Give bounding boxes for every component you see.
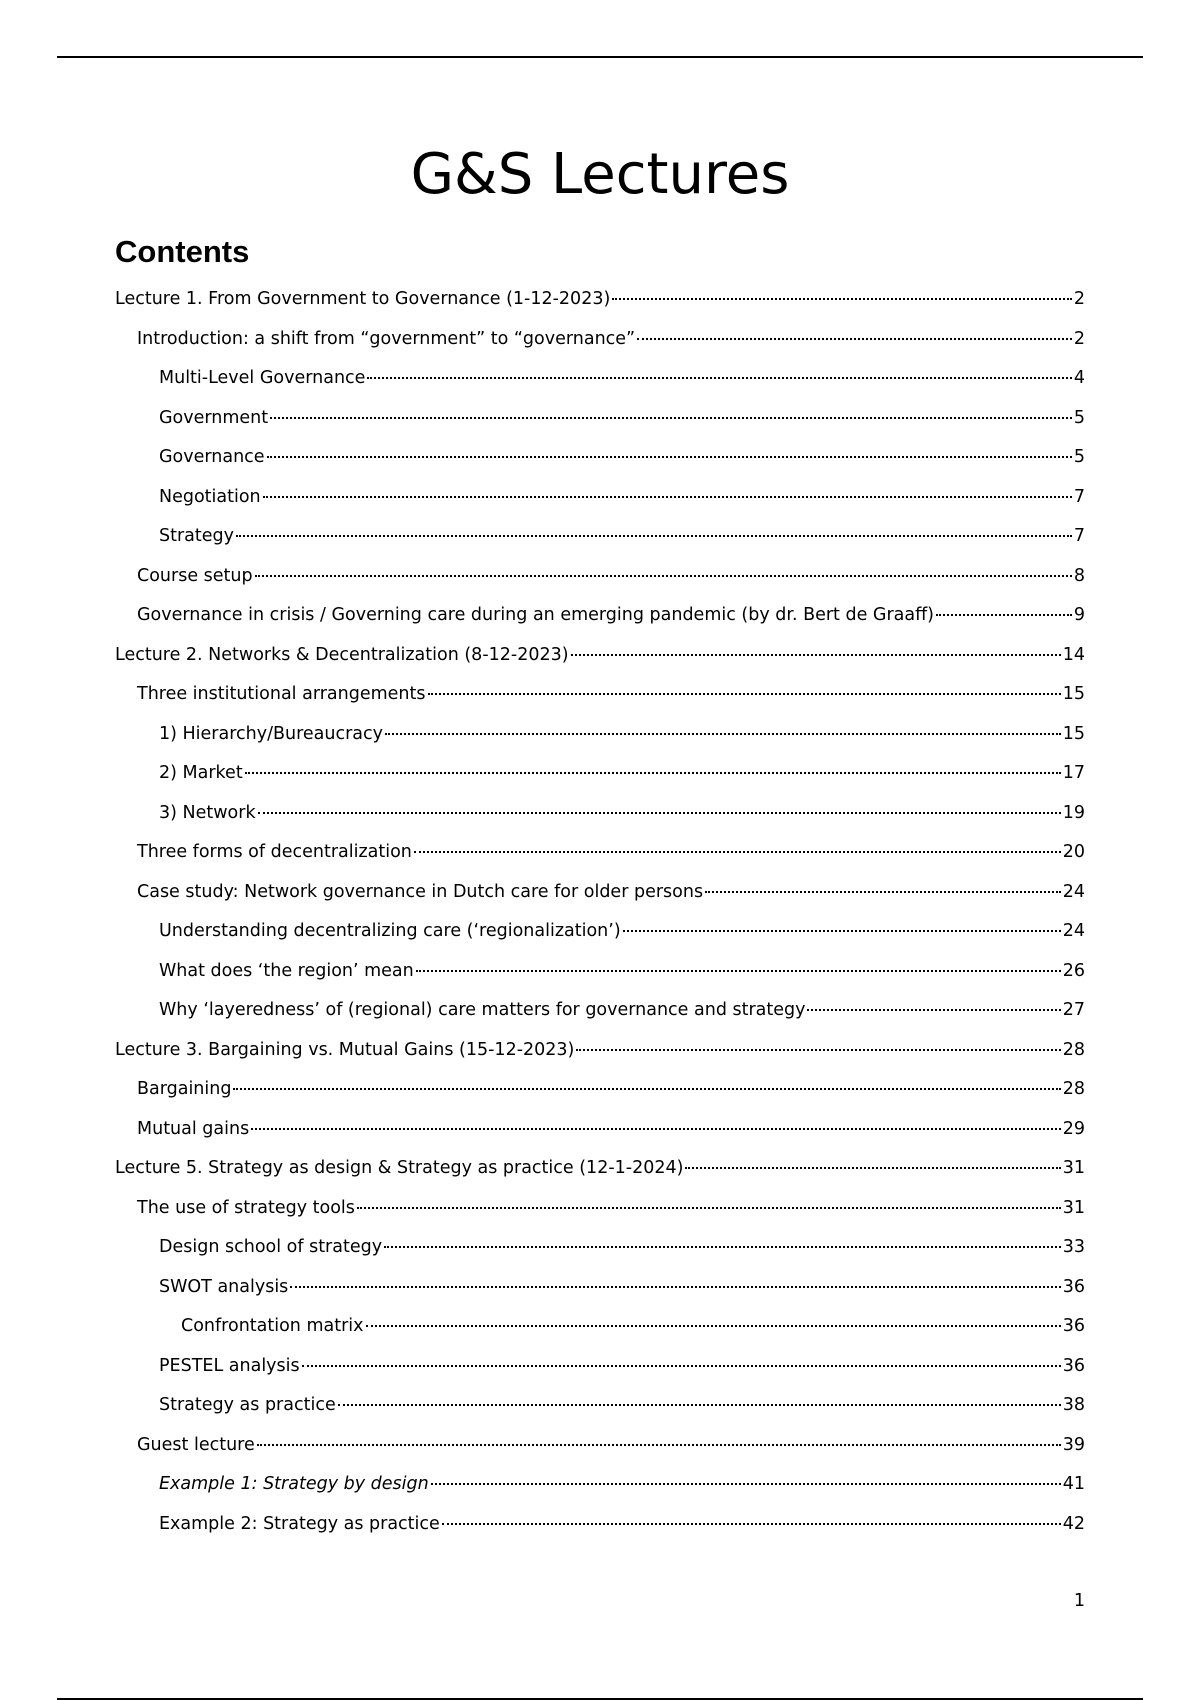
- toc-entry-page[interactable]: 14: [1062, 644, 1085, 665]
- toc-entry-title[interactable]: Guest lecture: [137, 1434, 255, 1455]
- toc-entry-page[interactable]: 24: [1062, 881, 1085, 902]
- toc-entry-title[interactable]: Strategy: [159, 526, 234, 546]
- toc-entry-title[interactable]: PESTEL analysis: [159, 1355, 300, 1376]
- toc-entry-title[interactable]: Understanding decentralizing care (‘regionalization’): [159, 921, 621, 941]
- toc-entry-title[interactable]: SWOT analysis: [159, 1276, 289, 1297]
- toc-dot-leader: [414, 851, 1061, 853]
- toc-entry-title[interactable]: Governance in crisis / Governing care during an emerging pandemic (by dr. Bert de Graaff): [137, 605, 935, 625]
- toc-entry-title[interactable]: 1) Hierarchy/Bureaucracy: [159, 723, 384, 744]
- toc-dot-leader: [807, 1009, 1060, 1011]
- toc-entry[interactable]: [115, 1307, 1085, 1347]
- document-title: G&S Lectures: [410, 142, 790, 207]
- toc-entry-page[interactable]: 27: [1062, 1000, 1085, 1020]
- toc-dot-leader: [233, 1088, 1060, 1090]
- toc-entry[interactable]: [115, 833, 1085, 873]
- toc-dot-leader: [571, 654, 1061, 656]
- toc-entry-page[interactable]: 39: [1062, 1434, 1085, 1455]
- toc-dot-leader: [251, 1128, 1061, 1130]
- toc-entry[interactable]: [115, 359, 1085, 399]
- toc-entry-page[interactable]: 7: [1073, 486, 1085, 507]
- toc-entry-title[interactable]: Case study: Network governance in Dutch care for older persons: [137, 881, 704, 902]
- toc-entry[interactable]: [115, 1228, 1085, 1268]
- toc-entry-title[interactable]: Example 2: Strategy as practice: [159, 1513, 440, 1534]
- toc-dot-leader: [416, 970, 1061, 972]
- toc-entry-title[interactable]: Lecture 2. Networks & Decentralization (8-12-2023): [115, 644, 569, 665]
- toc-entry-title[interactable]: Mutual gains: [137, 1118, 250, 1139]
- toc-entry-page[interactable]: 36: [1062, 1355, 1085, 1376]
- toc-entry[interactable]: [115, 596, 1085, 636]
- toc-entry-title[interactable]: Confrontation matrix: [181, 1316, 364, 1336]
- toc-entry-page[interactable]: 2: [1073, 289, 1085, 309]
- toc-entry-page[interactable]: 2: [1073, 328, 1085, 349]
- toc-entry-title[interactable]: Government: [159, 407, 269, 428]
- toc-entry-page[interactable]: 42: [1062, 1513, 1085, 1534]
- toc-entry-title[interactable]: Governance: [159, 447, 265, 467]
- toc-dot-leader: [936, 614, 1072, 616]
- toc-entry[interactable]: [115, 1110, 1085, 1150]
- toc-entry-title[interactable]: Three forms of decentralization: [137, 842, 412, 862]
- toc-entry[interactable]: [115, 1505, 1085, 1545]
- toc-entry[interactable]: [115, 794, 1085, 834]
- toc-entry[interactable]: [115, 873, 1085, 913]
- toc-entry-page[interactable]: 41: [1062, 1474, 1085, 1494]
- toc-entry-page[interactable]: 26: [1062, 960, 1085, 981]
- toc-dot-leader: [263, 496, 1072, 498]
- toc-dot-leader: [428, 693, 1061, 695]
- toc-entry-page[interactable]: 31: [1062, 1158, 1085, 1178]
- toc-dot-leader: [385, 733, 1061, 735]
- toc-entry-title[interactable]: The use of strategy tools: [137, 1197, 355, 1218]
- toc-dot-leader: [366, 1325, 1061, 1327]
- toc-entry[interactable]: [115, 636, 1085, 676]
- toc-entry-title[interactable]: Lecture 3. Bargaining vs. Mutual Gains (15-12-2023): [115, 1039, 575, 1060]
- toc-entry-page[interactable]: 20: [1062, 842, 1085, 862]
- toc-entry-title[interactable]: Strategy as practice: [159, 1395, 336, 1415]
- toc-entry[interactable]: [115, 1031, 1085, 1071]
- toc-entry[interactable]: [115, 517, 1085, 557]
- header-rule: [57, 56, 1143, 58]
- toc-dot-leader: [431, 1483, 1061, 1485]
- toc-entry[interactable]: [115, 320, 1085, 360]
- contents-heading: Contents: [115, 234, 250, 269]
- page-number: 1: [1073, 1591, 1085, 1611]
- toc-dot-leader: [302, 1365, 1061, 1367]
- toc-entry-page[interactable]: 31: [1062, 1197, 1085, 1218]
- toc-dot-leader: [245, 772, 1061, 774]
- table-of-contents: [115, 280, 1085, 1544]
- toc-entry-page[interactable]: 19: [1062, 802, 1085, 823]
- toc-entry-title[interactable]: Design school of strategy: [159, 1237, 383, 1257]
- toc-dot-leader: [384, 1246, 1061, 1248]
- toc-entry[interactable]: [115, 1386, 1085, 1426]
- toc-entry[interactable]: [115, 1465, 1085, 1505]
- toc-entry[interactable]: [115, 1070, 1085, 1110]
- toc-entry[interactable]: [115, 991, 1085, 1031]
- toc-dot-leader: [338, 1404, 1061, 1406]
- toc-entry-title[interactable]: Multi-Level Governance: [159, 368, 366, 388]
- toc-entry-page[interactable]: 17: [1062, 763, 1085, 783]
- toc-dot-leader: [637, 338, 1072, 340]
- toc-entry-title[interactable]: What does ‘the region’ mean: [159, 960, 414, 981]
- toc-entry-page[interactable]: 7: [1073, 526, 1085, 546]
- toc-entry[interactable]: [115, 399, 1085, 439]
- toc-entry[interactable]: [115, 1268, 1085, 1308]
- toc-entry-title[interactable]: Lecture 1. From Government to Governance (1-12-2023): [115, 289, 611, 309]
- toc-entry-page[interactable]: 5: [1073, 447, 1085, 467]
- toc-entry-title[interactable]: Why ‘layeredness’ of (regional) care matters for governance and strategy: [159, 1000, 806, 1020]
- toc-dot-leader: [236, 535, 1072, 537]
- toc-entry-page[interactable]: 33: [1062, 1237, 1085, 1257]
- toc-entry-page[interactable]: 28: [1062, 1079, 1085, 1099]
- toc-entry-page[interactable]: 36: [1062, 1276, 1085, 1297]
- toc-entry-title[interactable]: Three institutional arrangements: [137, 684, 426, 704]
- toc-entry-page[interactable]: 9: [1073, 605, 1085, 625]
- toc-dot-leader: [623, 930, 1061, 932]
- toc-entry[interactable]: [115, 912, 1085, 952]
- toc-dot-leader: [367, 377, 1071, 379]
- toc-entry[interactable]: [115, 478, 1085, 518]
- toc-entry-page[interactable]: 4: [1073, 368, 1085, 388]
- toc-entry-title[interactable]: Introduction: a shift from “government” to “governance”: [137, 328, 636, 349]
- toc-entry-page[interactable]: 28: [1062, 1039, 1085, 1060]
- toc-entry-title[interactable]: 2) Market: [159, 763, 243, 783]
- toc-entry-page[interactable]: 24: [1062, 921, 1085, 941]
- toc-dot-leader: [255, 575, 1072, 577]
- toc-entry-title[interactable]: Course setup: [137, 565, 253, 586]
- toc-dot-leader: [290, 1286, 1060, 1288]
- toc-entry[interactable]: [115, 952, 1085, 992]
- toc-dot-leader: [705, 891, 1061, 893]
- toc-dot-leader: [442, 1523, 1061, 1525]
- toc-entry[interactable]: [115, 280, 1085, 320]
- toc-entry[interactable]: [115, 715, 1085, 755]
- toc-dot-leader: [270, 417, 1072, 419]
- toc-entry-title[interactable]: Negotiation: [159, 486, 261, 507]
- toc-dot-leader: [357, 1207, 1061, 1209]
- toc-entry-page[interactable]: 8: [1073, 565, 1085, 586]
- toc-entry-page[interactable]: 15: [1062, 723, 1085, 744]
- toc-entry-title[interactable]: 3) Network: [159, 802, 256, 823]
- toc-entry-page[interactable]: 5: [1073, 407, 1085, 428]
- toc-dot-leader: [685, 1167, 1060, 1169]
- toc-dot-leader: [258, 812, 1061, 814]
- toc-entry-title[interactable]: Example 1: Strategy by design: [159, 1474, 429, 1494]
- toc-entry[interactable]: [115, 438, 1085, 478]
- toc-entry[interactable]: [115, 754, 1085, 794]
- toc-dot-leader: [612, 298, 1072, 300]
- toc-entry[interactable]: [115, 1426, 1085, 1466]
- toc-dot-leader: [267, 456, 1072, 458]
- toc-entry-page[interactable]: 29: [1062, 1118, 1085, 1139]
- toc-entry[interactable]: [115, 1149, 1085, 1189]
- toc-entry[interactable]: [115, 1347, 1085, 1387]
- toc-entry-title[interactable]: Bargaining: [137, 1079, 232, 1099]
- toc-dot-leader: [576, 1049, 1060, 1051]
- toc-entry-page[interactable]: 38: [1062, 1395, 1085, 1415]
- toc-entry-title[interactable]: Lecture 5. Strategy as design & Strategy as practice (12-1-2024): [115, 1158, 684, 1178]
- toc-entry[interactable]: [115, 675, 1085, 715]
- toc-entry-page[interactable]: 15: [1062, 684, 1085, 704]
- toc-entry[interactable]: [115, 1189, 1085, 1229]
- toc-entry[interactable]: [115, 557, 1085, 597]
- toc-dot-leader: [257, 1444, 1061, 1446]
- toc-entry-page[interactable]: 36: [1062, 1316, 1085, 1336]
